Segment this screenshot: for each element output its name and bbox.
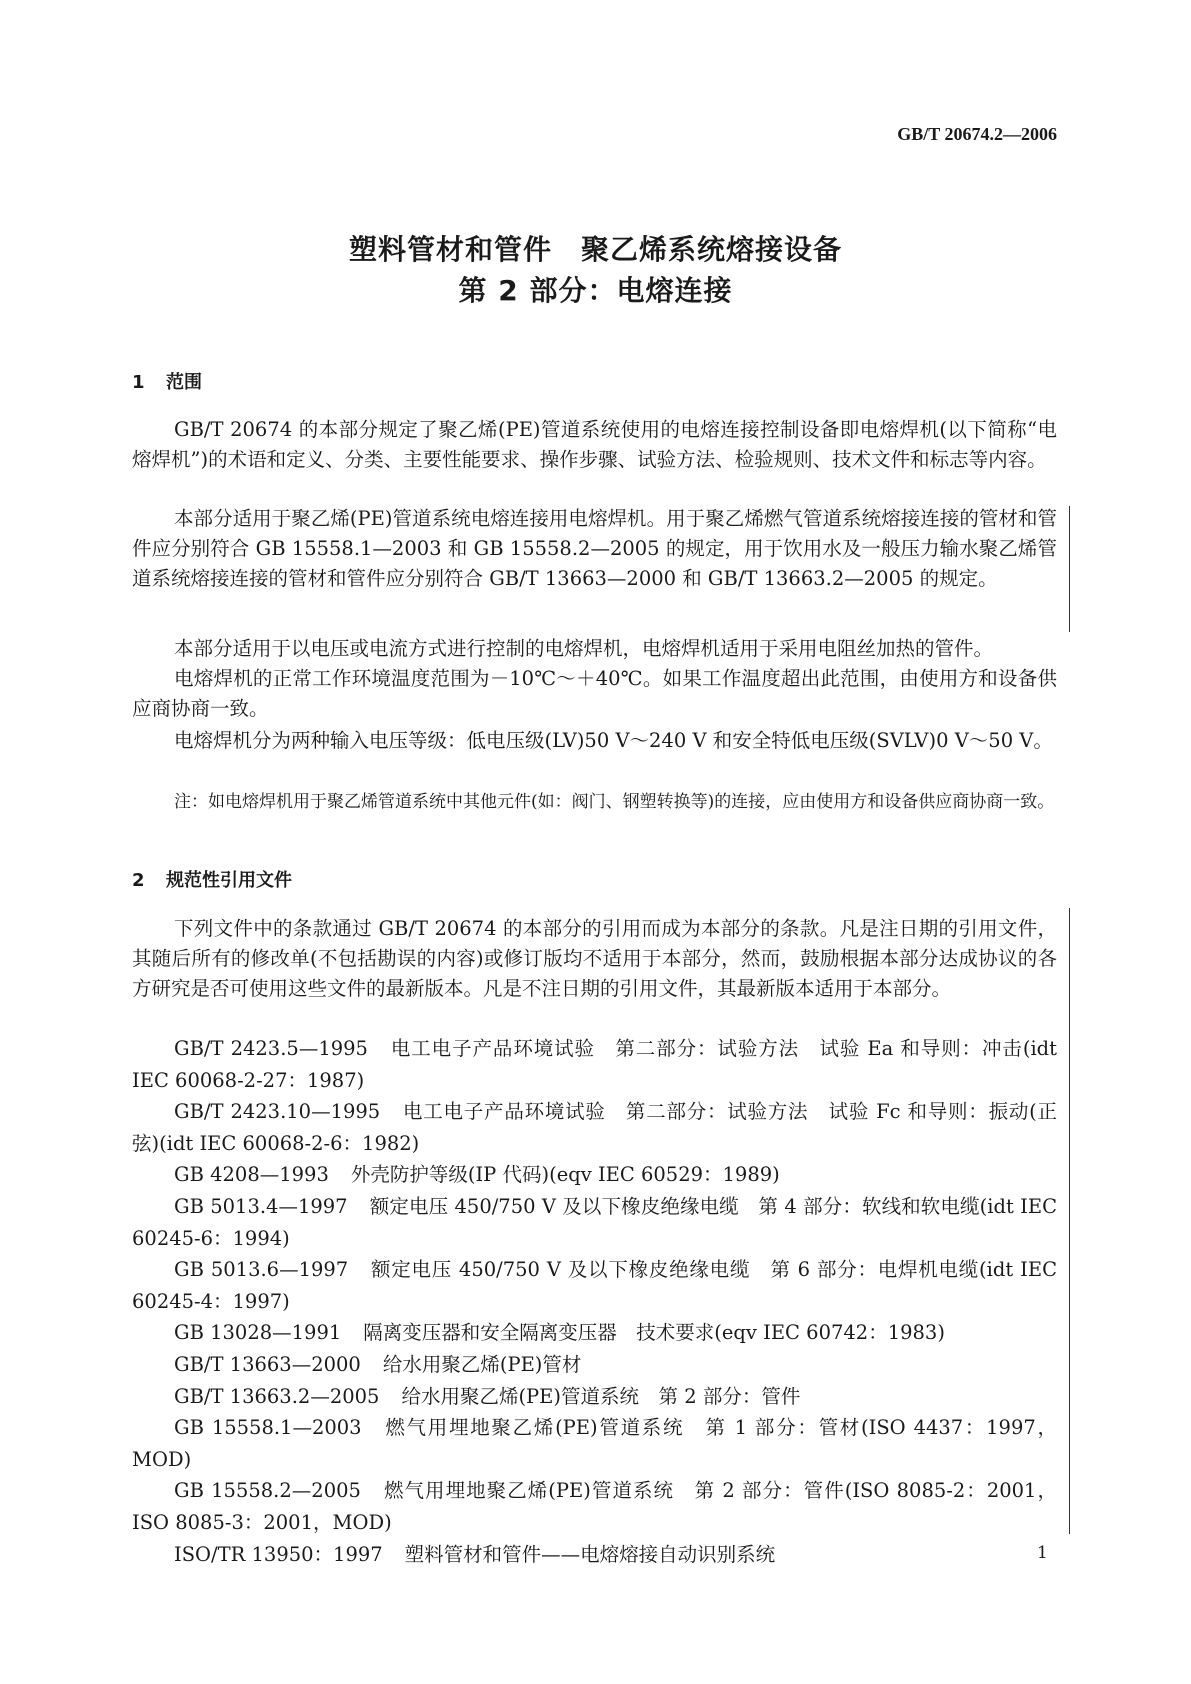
- page-number: 1: [1037, 1543, 1048, 1563]
- reference-title: 塑料管材和管件——电熔熔接自动识别系统: [404, 1542, 776, 1566]
- section-title: 规范性引用文件: [166, 870, 292, 891]
- section-heading-normative-references: [132, 866, 292, 892]
- reference-item: [132, 1539, 1057, 1571]
- paragraph: 本部分适用于聚乙烯(PE)管道系统电熔连接用电熔焊机。用于聚乙烯燃气管道系统熔接连接的管材和管件应分别符合 GB 15558.1—2003 和 GB 15558.2—2005 的规定，用于饮用水及一般压力输水聚乙烯管道系统熔接连接的管材和管件应分别符合 GB/T 13663—2000 和 GB/T 13663.2—2005 的规定。: [132, 507, 1057, 590]
- section-title: 范围: [166, 372, 202, 393]
- standard-code: GB/T 20674.2—2006: [897, 124, 1057, 144]
- reference-title: 隔离变压器和安全隔离变压器 技术要求(eqv IEC 60742：1983): [363, 1321, 945, 1345]
- reference-code: GB/T 2423.5—1995: [174, 1037, 368, 1060]
- reference-item: [132, 1159, 1057, 1191]
- reference-item: [132, 1475, 1057, 1538]
- reference-code: GB/T 13663—2000: [174, 1352, 361, 1376]
- paragraph: 本部分适用于以电压或电流方式进行控制的电熔焊机，电熔焊机适用于采用电阻丝加热的管件。: [174, 637, 994, 660]
- paragraph: GB/T 20674 的本部分规定了聚乙烯(PE)管道系统使用的电熔连接控制设备即电熔焊机(以下简称“电熔焊机”)的术语和定义、分类、主要性能要求、操作步骤、试验方法、检验规则、技术文件和标志等内容。: [132, 418, 1057, 471]
- reference-title: 给水用聚乙烯(PE)管材: [382, 1352, 582, 1376]
- reference-title: 额定电压 450/750 V 及以下橡皮绝缘电缆 第 4 部分：软线和软电缆(idt IEC 60245-6：1994): [132, 1194, 1057, 1250]
- section-heading-scope: [132, 368, 202, 394]
- reference-title: 外壳防护等级(IP 代码)(eqv IEC 60529：1989): [350, 1163, 780, 1187]
- paragraph: 电熔焊机分为两种输入电压等级：低电压级(LV)50 V～240 V 和安全特低电压级(SVLV)0 V～50 V。: [174, 729, 1053, 752]
- section-number: 1: [132, 372, 145, 393]
- change-bar: [1069, 506, 1070, 632]
- reference-list: [132, 1033, 1057, 1570]
- reference-title: 给水用聚乙烯(PE)管道系统 第 2 部分：管件: [401, 1384, 801, 1408]
- reference-title: 燃气用埋地聚乙烯(PE)管道系统 第 2 部分：管件(ISO 8085-2：2001，ISO 8085-3：2001，MOD): [132, 1479, 1057, 1534]
- reference-item: [132, 1381, 1057, 1413]
- reference-code: GB 13028—1991: [174, 1321, 342, 1345]
- reference-title: 额定电压 450/750 V 及以下橡皮绝缘电缆 第 6 部分：电焊机电缆(idt IEC 60245-4：1997): [132, 1258, 1057, 1313]
- reference-item: [132, 1191, 1057, 1254]
- reference-code: GB 15558.2—2005: [174, 1479, 361, 1503]
- reference-title: 电工电子产品环境试验 第二部分：试验方法 试验 Ea 和导则：冲击(idt IEC 60068-2-27：1987): [132, 1037, 1057, 1092]
- document-title: 塑料管材和管件 聚乙烯系统熔接设备: [348, 233, 842, 266]
- reference-code: GB 5013.4—1997: [174, 1194, 348, 1218]
- paragraph: 电熔焊机的正常工作环境温度范围为－10℃～＋40℃。如果工作温度超出此范围，由使用方和设备供应商协商一致。: [132, 667, 1057, 720]
- reference-item: [132, 1254, 1057, 1317]
- reference-title: 燃气用埋地聚乙烯(PE)管道系统 第 1 部分：管材(ISO 4437：1997，MOD): [132, 1416, 1057, 1471]
- reference-item: [132, 1033, 1057, 1096]
- reference-code: GB/T 13663.2—2005: [174, 1384, 380, 1408]
- document-subtitle: 第 2 部分：电熔连接: [458, 274, 733, 307]
- section-number: 2: [132, 870, 145, 891]
- reference-item: [132, 1096, 1057, 1159]
- paragraph: 下列文件中的条款通过 GB/T 20674 的本部分的引用而成为本部分的条款。凡是注日期的引用文件，其随后所有的修改单(不包括勘误的内容)或修订版均不适用于本部分，然而，鼓励根据本部分达成协议的各方研究是否可使用这些文件的最新版本。凡是不注日期的引用文件，其最新版本适用于本部分。: [132, 917, 1057, 1000]
- reference-item: [132, 1412, 1057, 1475]
- reference-item: [132, 1317, 1057, 1349]
- reference-item: [132, 1349, 1057, 1381]
- reference-code: GB 5013.6—1997: [174, 1258, 349, 1282]
- note: 注：如电熔焊机用于聚乙烯管道系统中其他元件(如：阀门、钢塑转换等)的连接，应由使用方和设备供应商协商一致。: [174, 792, 1055, 812]
- reference-code: ISO/TR 13950：1997: [174, 1542, 383, 1566]
- reference-code: GB/T 2423.10—1995: [174, 1100, 381, 1124]
- change-bar: [1069, 908, 1070, 1534]
- reference-code: GB 15558.1—2003: [174, 1416, 362, 1440]
- reference-code: GB 4208—1993: [174, 1163, 329, 1187]
- reference-title: 电工电子产品环境试验 第二部分：试验方法 试验 Fc 和导则：振动(正弦)(idt IEC 60068-2-6：1982): [132, 1100, 1057, 1155]
